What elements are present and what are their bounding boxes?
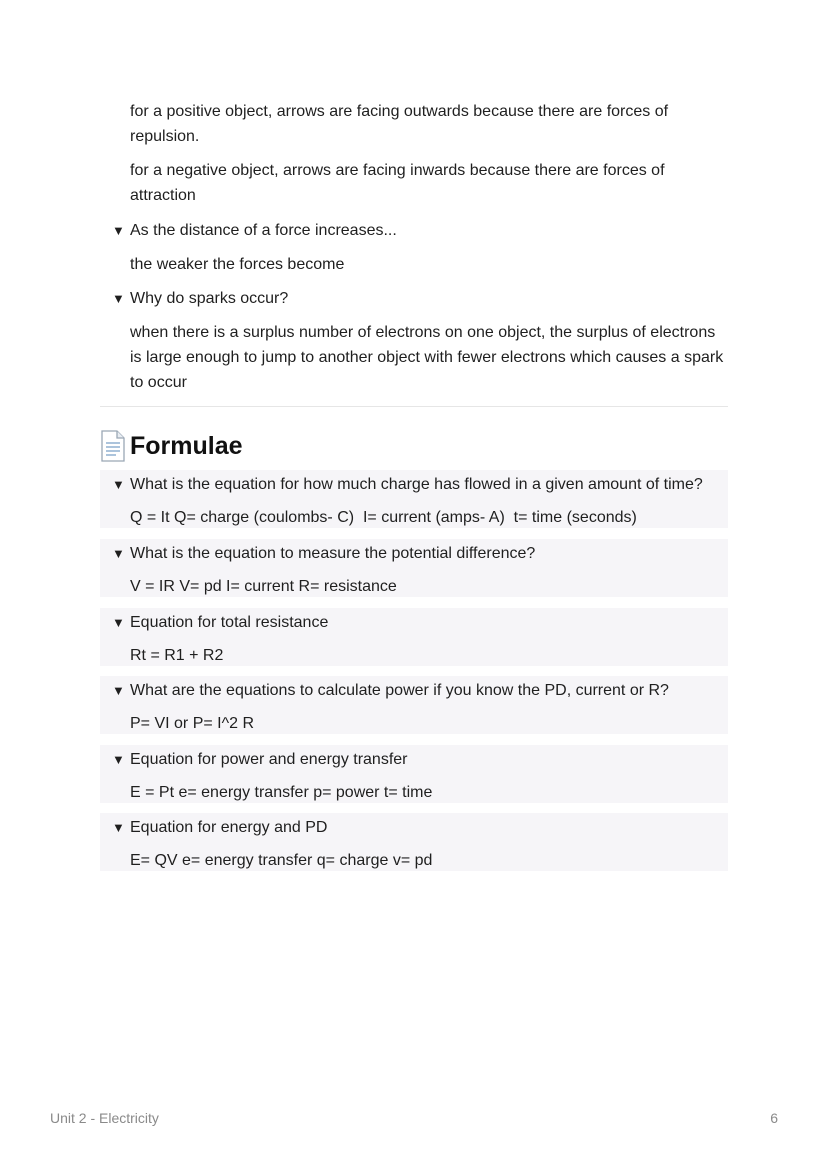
- formula-answer: V = IR V= pd I= current R= resistance: [130, 578, 397, 595]
- positive-object-text: for a positive object, arrows are facing outwards because there are forces of repulsion.: [130, 103, 669, 145]
- triangle-down-icon: ▼: [112, 683, 125, 698]
- triangle-down-icon: ▼: [112, 752, 125, 767]
- toggle-answer: the weaker the forces become: [130, 256, 345, 273]
- toggle-sparks[interactable]: [112, 289, 288, 309]
- formula-answer: P= VI or P= I^2 R: [130, 715, 255, 732]
- formula-answer: Q = It Q= charge (coulombs- C) I= current (amps- A) t= time (seconds): [130, 509, 637, 526]
- page-number: 6: [770, 1110, 778, 1126]
- formula-question: What are the equations to calculate power if you know the PD, current or R?: [130, 682, 669, 699]
- document-icon: [100, 430, 126, 462]
- formula-question: What is the equation for how much charge has flowed in a given amount of time?: [130, 476, 703, 493]
- triangle-down-icon: ▼: [112, 820, 125, 835]
- formula-question: Equation for total resistance: [130, 614, 329, 631]
- formula-answer: E= QV e= energy transfer q= charge v= pd: [130, 852, 433, 869]
- triangle-down-icon: ▼: [112, 291, 125, 306]
- negative-object-text: for a negative object, arrows are facing inwards because there are forces of attraction: [130, 162, 665, 204]
- toggle-distance-force[interactable]: [112, 221, 397, 241]
- formula-toggle-potential-difference[interactable]: [100, 539, 728, 597]
- formula-question: Equation for energy and PD: [130, 819, 328, 836]
- toggle-question: Why do sparks occur?: [130, 290, 289, 307]
- section-heading: [100, 428, 243, 464]
- formula-question: Equation for power and energy transfer: [130, 751, 408, 768]
- triangle-down-icon: ▼: [112, 223, 125, 238]
- formula-question: What is the equation to measure the potential difference?: [130, 545, 536, 562]
- footer-title: Unit 2 - Electricity: [50, 1110, 159, 1126]
- formula-toggle-energy-transfer[interactable]: [100, 745, 728, 803]
- triangle-down-icon: ▼: [112, 615, 125, 630]
- formula-toggle-power[interactable]: [100, 676, 728, 734]
- toggle-question: As the distance of a force increases...: [130, 222, 397, 239]
- formula-answer: Rt = R1 + R2: [130, 647, 224, 664]
- triangle-down-icon: ▼: [112, 477, 125, 492]
- divider: [100, 406, 728, 407]
- formula-toggle-total-resistance[interactable]: [100, 608, 728, 666]
- formula-answer: E = Pt e= energy transfer p= power t= time: [130, 784, 433, 801]
- formula-toggle-energy-pd[interactable]: [100, 813, 728, 871]
- formula-toggle-charge[interactable]: [100, 470, 728, 528]
- toggle-answer: when there is a surplus number of electrons on one object, the surplus of electrons is large enough to jump to another object with fewer electrons which causes a spark to occur: [130, 324, 724, 391]
- section-title: Formulae: [130, 431, 243, 460]
- triangle-down-icon: ▼: [112, 546, 125, 561]
